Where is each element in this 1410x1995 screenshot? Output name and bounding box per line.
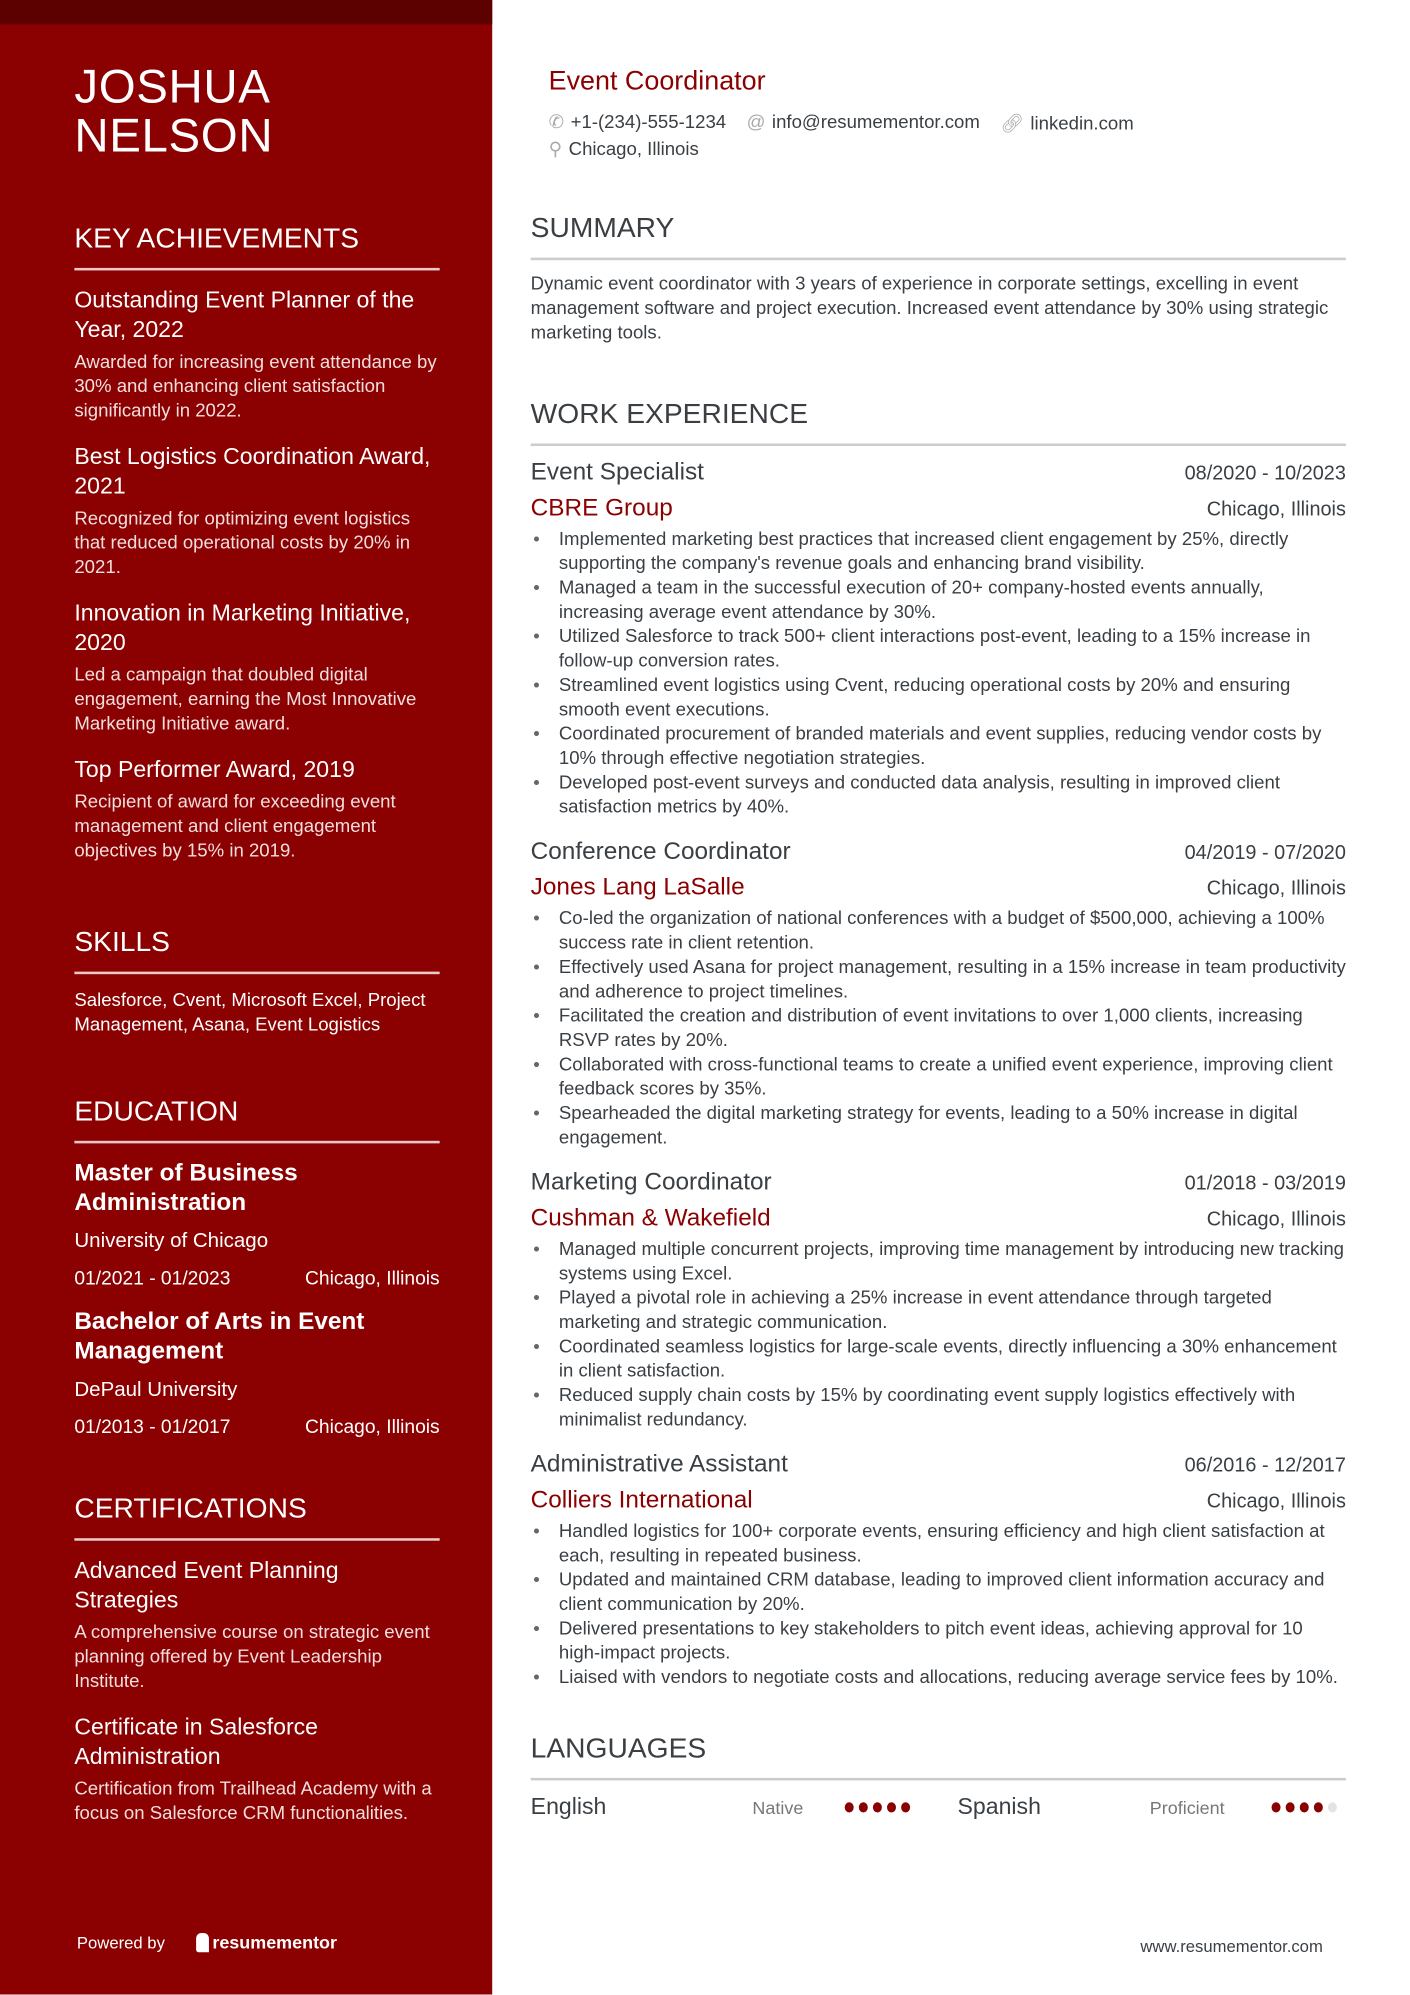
- job-bullet: • Managed a team in the successful execution of 20+ company-hosted events annually, increasing average event attendance by 30%.: [531, 577, 1346, 626]
- school: DePaul University: [74, 1379, 238, 1402]
- job-title: Event Coordinator: [548, 66, 766, 97]
- job-bullet: • Managed multiple concurrent projects, improving time management by introducing new tracking systems using Excel.: [531, 1238, 1346, 1287]
- job-bullet: • Coordinated seamless logistics for large-scale events, directly influencing a 30% enhancement in client satisfaction.: [531, 1336, 1346, 1385]
- job-bullet: • Effectively used Asana for project management, resulting in a 15% increase in team productivity and adherence to project timelines.: [531, 956, 1346, 1005]
- achievement-title: Innovation in Marketing Initiative, 2020: [74, 599, 411, 656]
- degree: Bachelor of Arts in Event Management: [74, 1308, 365, 1366]
- job-company-row: [531, 1205, 1346, 1233]
- linkedin[interactable]: 🔗︎ linkedin.com: [1000, 114, 1134, 135]
- achievement-title: Top Performer Award, 2019: [74, 756, 355, 782]
- job-bullets: [531, 1520, 1346, 1690]
- powered-by-label: Powered by: [76, 1932, 165, 1952]
- summary-text: Dynamic event coordinator with 3 years of experience in corporate settings, excelling in event management software and project execution. Increased event attendance by 30% using strategic marketing tools.: [530, 274, 1329, 344]
- link-icon: 🔗︎: [1000, 114, 1024, 135]
- education-dates: 01/2021 - 01/2023: [74, 1267, 231, 1290]
- education-dates: 01/2013 - 01/2017: [74, 1416, 231, 1439]
- rating-dot: [845, 1802, 854, 1812]
- rating-dot: [901, 1802, 910, 1812]
- main-content: [531, 0, 1346, 1820]
- job-bullet: • Spearheaded the digital marketing strategy for events, leading to a 50% increase in digital engagement.: [531, 1102, 1346, 1151]
- achievement-item: [74, 599, 439, 737]
- phone: ✆ +1-(234)-555-1234: [548, 112, 727, 134]
- achievement-description: Recognized for optimizing event logistics that reduced operational costs by 20% in 2021.: [74, 508, 411, 579]
- company-name: Jones Lang LaSalle: [530, 874, 745, 902]
- sidebar: [0, 0, 492, 1995]
- job-header: [531, 459, 1346, 487]
- job-company-row: [531, 874, 1346, 902]
- location: ⚲ Chicago, Illinois: [548, 139, 699, 161]
- powered-by: [77, 1932, 337, 1953]
- job-position: Marketing Coordinator: [530, 1169, 772, 1196]
- job-position: Administrative Assistant: [530, 1451, 788, 1478]
- experience-heading: WORK EXPERIENCE: [531, 397, 1346, 446]
- job-location: Chicago, Illinois: [1206, 1490, 1346, 1513]
- job-dates: 04/2019 - 07/2020: [1184, 842, 1346, 864]
- certification-title: Advanced Event Planning Strategies: [74, 1557, 339, 1613]
- job-position: Conference Coordinator: [530, 838, 791, 866]
- job-bullet: • Developed post-event surveys and conducted data analysis, resulting in improved client satisfaction metrics by 40%.: [531, 772, 1346, 821]
- top-band: [0, 0, 492, 24]
- skills-heading: SKILLS: [74, 925, 439, 974]
- certification-description: A comprehensive course on strategic event planning offered by Event Leadership Institute.: [74, 1622, 430, 1693]
- languages-heading: LANGUAGES: [531, 1732, 1346, 1781]
- certification-item: [74, 1556, 439, 1694]
- achievements-heading: KEY ACHIEVEMENTS: [74, 222, 439, 271]
- job-entry: [531, 1169, 1346, 1433]
- education-meta: [74, 1268, 439, 1290]
- job-header: [531, 1451, 1346, 1479]
- education-location: Chicago, Illinois: [304, 1267, 440, 1290]
- summary-heading: SUMMARY: [531, 212, 1346, 261]
- job-bullets: [531, 1238, 1346, 1433]
- certification-description: Certification from Trailhead Academy with a focus on Salesforce CRM functionalities.: [74, 1779, 432, 1825]
- job-header: [531, 838, 1346, 866]
- job-location: Chicago, Illinois: [1206, 498, 1346, 521]
- achievement-item: [74, 755, 439, 864]
- language-name: Spanish: [957, 1793, 1041, 1819]
- job-location: Chicago, Illinois: [1206, 1208, 1346, 1231]
- job-bullet: • Coordinated procurement of branded materials and event supplies, reducing vendor costs by 10% through effective negotiation strategies.: [531, 723, 1346, 772]
- contact-info: [549, 113, 1267, 160]
- rating-dot: [1272, 1802, 1281, 1812]
- job-bullet: • Collaborated with cross-functional teams to create a unified event experience, improving client feedback scores by 35%.: [531, 1054, 1346, 1103]
- logo-icon: [196, 1932, 209, 1951]
- company-name: CBRE Group: [530, 494, 673, 522]
- job-bullet: • Played a pivotal role in achieving a 25% increase in event attendance through targeted marketing and strategic communication.: [531, 1287, 1346, 1336]
- job-bullet: • Streamlined event logistics using Cvent, reducing operational costs by 20% and ensuring smooth event executions.: [531, 674, 1346, 723]
- name-last: NELSON: [74, 108, 274, 162]
- certification-title: Certificate in Salesforce Administration: [74, 1713, 319, 1769]
- job-dates: 08/2020 - 10/2023: [1184, 462, 1346, 485]
- school: University of Chicago: [74, 1230, 269, 1253]
- certification-item: [74, 1713, 439, 1827]
- company-name: Cushman & Wakefield: [530, 1204, 771, 1232]
- education-meta: [74, 1416, 439, 1438]
- certifications-heading: CERTIFICATIONS: [74, 1492, 439, 1541]
- phone-icon: ✆: [548, 112, 565, 134]
- job-header: [531, 1169, 1346, 1197]
- job-entry: [531, 838, 1346, 1151]
- rating-dot: [1328, 1802, 1337, 1812]
- job-bullet: • Reduced supply chain costs by 15% by coordinating event supply logistics effectively with minimalist redundancy.: [531, 1384, 1346, 1433]
- job-dates: 01/2018 - 03/2019: [1184, 1172, 1346, 1195]
- location-pin-icon: ⚲: [548, 139, 563, 161]
- job-location: Chicago, Illinois: [1206, 878, 1346, 900]
- job-bullet: • Facilitated the creation and distribution of event invitations to over 1,000 clients, increasing RSVP rates by 20%.: [531, 1005, 1346, 1054]
- language-rating: [845, 1802, 958, 1812]
- resumementor-logo[interactable]: resumementor: [196, 1932, 337, 1953]
- language-name: English: [530, 1793, 607, 1819]
- achievement-title: Best Logistics Coordination Award, 2021: [74, 443, 431, 499]
- job-entry: [531, 459, 1346, 820]
- job-company-row: [531, 495, 1346, 523]
- job-bullet: • Delivered presentations to key stakeholders to pitch event ideas, achieving approval for 10 high-impact projects.: [531, 1618, 1346, 1667]
- job-bullet: • Handled logistics for 100+ corporate events, ensuring efficiency and high client satisfaction at each, resulting in repeated business.: [531, 1520, 1346, 1569]
- job-bullet: • Utilized Salesforce to track 500+ client interactions post-event, leading to a 15% increase in follow-up conversion rates.: [531, 626, 1346, 675]
- email[interactable]: @ info@resumementor.com: [746, 112, 980, 134]
- job-bullet: • Co-led the organization of national conferences with a budget of $500,000, achieving a 100% success rate in client retention.: [531, 908, 1346, 957]
- achievement-title: Outstanding Event Planner of the Year, 2022: [74, 287, 415, 343]
- achievement-item: [74, 286, 439, 424]
- job-bullet: • Liaised with vendors to negotiate costs and allocations, reducing average service fees by 10%.: [531, 1666, 1346, 1690]
- education-item: [74, 1307, 439, 1438]
- job-bullets: [531, 908, 1346, 1152]
- job-bullet: • Implemented marketing best practices that increased client engagement by 25%, directly supporting the company's revenue goals and enhancing brand visibility.: [531, 528, 1346, 577]
- achievement-description: Led a campaign that doubled digital engagement, earning the Most Innovative Marketing Initiative award.: [74, 665, 417, 735]
- job-bullets: [531, 528, 1346, 820]
- achievement-description: Recipient of award for exceeding event management and client engagement objectives by 15% in 2019.: [74, 792, 396, 862]
- job-entry: [531, 1451, 1346, 1691]
- website-link[interactable]: www.resumementor.com: [1140, 1936, 1323, 1957]
- skills-list: Salesforce, Cvent, Microsoft Excel, Project Management, Asana, Event Logistics: [74, 990, 426, 1036]
- rating-dot: [873, 1802, 882, 1812]
- language-level: Proficient: [1149, 1796, 1225, 1817]
- job-position: Event Specialist: [530, 458, 704, 486]
- education-heading: EDUCATION: [74, 1095, 439, 1144]
- language-rating: [1272, 1802, 1337, 1812]
- rating-dot: [887, 1802, 896, 1812]
- languages-list: [531, 1793, 1346, 1820]
- name-first: JOSHUA: [74, 60, 271, 113]
- at-icon: @: [746, 112, 766, 134]
- job-company-row: [531, 1487, 1346, 1515]
- achievement-item: [74, 442, 439, 580]
- degree: Master of Business Administration: [74, 1160, 298, 1217]
- rating-dot: [1286, 1802, 1295, 1812]
- education-location: Chicago, Illinois: [304, 1416, 440, 1439]
- rating-dot: [859, 1802, 868, 1812]
- job-dates: 06/2016 - 12/2017: [1184, 1454, 1346, 1477]
- language-level: Native: [752, 1796, 804, 1817]
- rating-dot: [1300, 1802, 1309, 1812]
- education-item: [74, 1159, 439, 1290]
- achievement-description: Awarded for increasing event attendance by 30% and enhancing client satisfaction significantly in 2022.: [74, 352, 437, 422]
- rating-dot: [1314, 1802, 1323, 1812]
- job-bullet: • Updated and maintained CRM database, leading to improved client information accuracy and client communication by 20%.: [531, 1569, 1346, 1618]
- company-name: Colliers International: [530, 1486, 753, 1514]
